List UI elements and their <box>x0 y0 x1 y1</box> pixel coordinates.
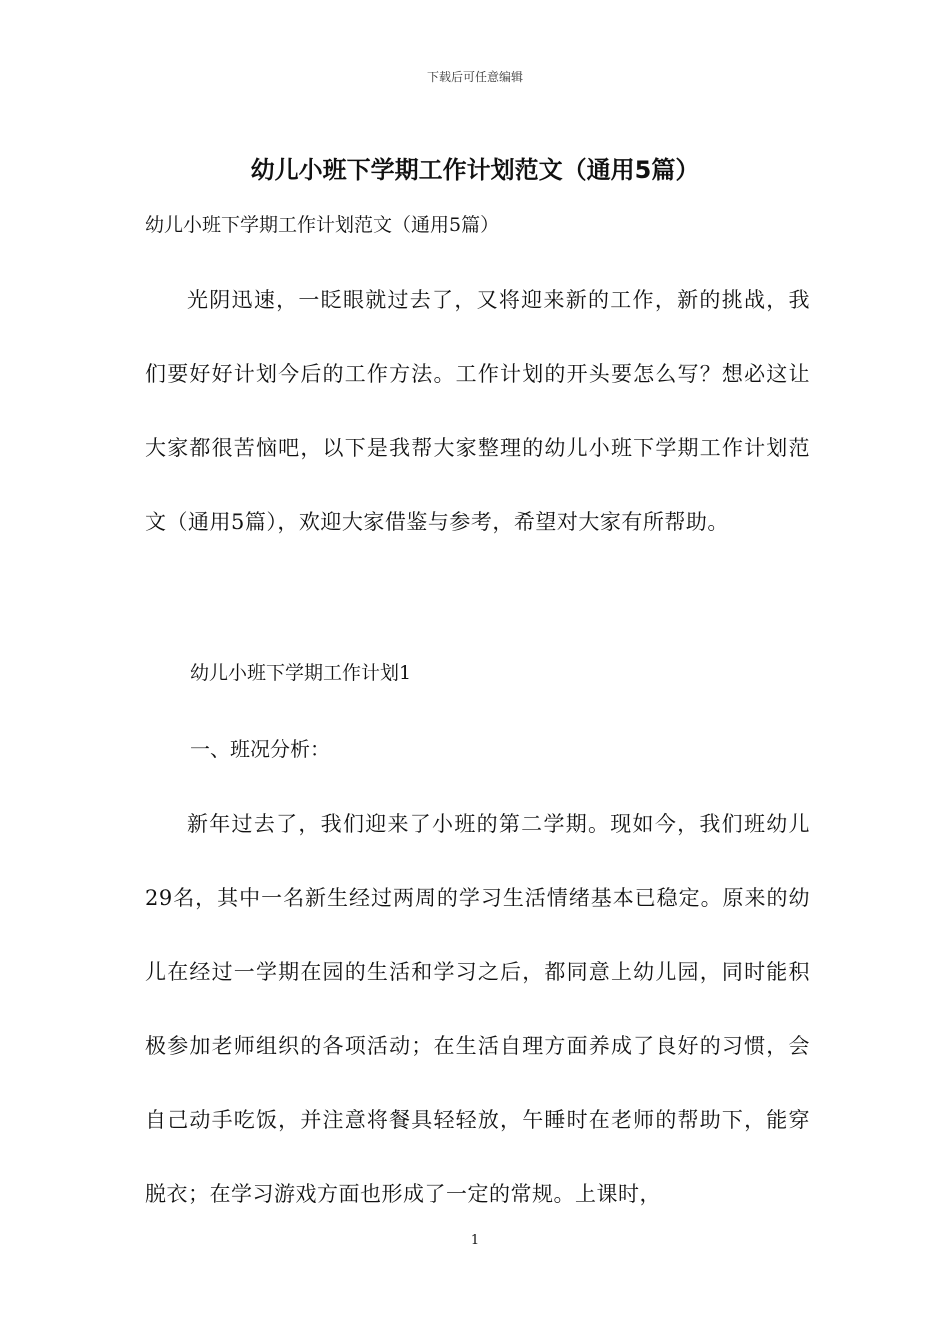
document-subtitle: 幼儿小班下学期工作计划范文（通用5篇） <box>145 214 500 236</box>
document-title: 幼儿小班下学期工作计划范文（通用5篇） <box>250 156 700 184</box>
page-number: 1 <box>470 1233 480 1248</box>
section-title: 幼儿小班下学期工作计划1 <box>190 662 412 684</box>
subsection-title: 一、班况分析： <box>190 737 330 761</box>
intro-paragraph: 光阴迅速，一眨眼就过去了，又将迎来新的工作，新的挑战，我们要好好计划今后的工作方法。工作计划的开头要怎么写？想必这让大家都很苦恼吧，以下是我帮大家整理的幼儿小班下学期工作计划范文（通用5篇），欢迎大家借鉴与参考，希望对大家有所帮助。 <box>145 288 810 534</box>
page-header-note: 下载后可任意编辑 <box>426 70 523 84</box>
body-paragraph: 新年过去了，我们迎来了小班的第二学期。现如今，我们班幼儿29名，其中一名新生经过两周的学习生活情绪基本已稳定。原来的幼儿在经过一学期在园的生活和学习之后，都同意上幼儿园，同时能积极参加老师组织的各项活动；在生活自理方面养成了良好的习惯，会自己动手吃饭，并注意将餐具轻轻放，午睡时在老师的帮助下，能穿脱衣；在学习游戏方面也形成了一定的常规。上课时， <box>145 812 810 1206</box>
